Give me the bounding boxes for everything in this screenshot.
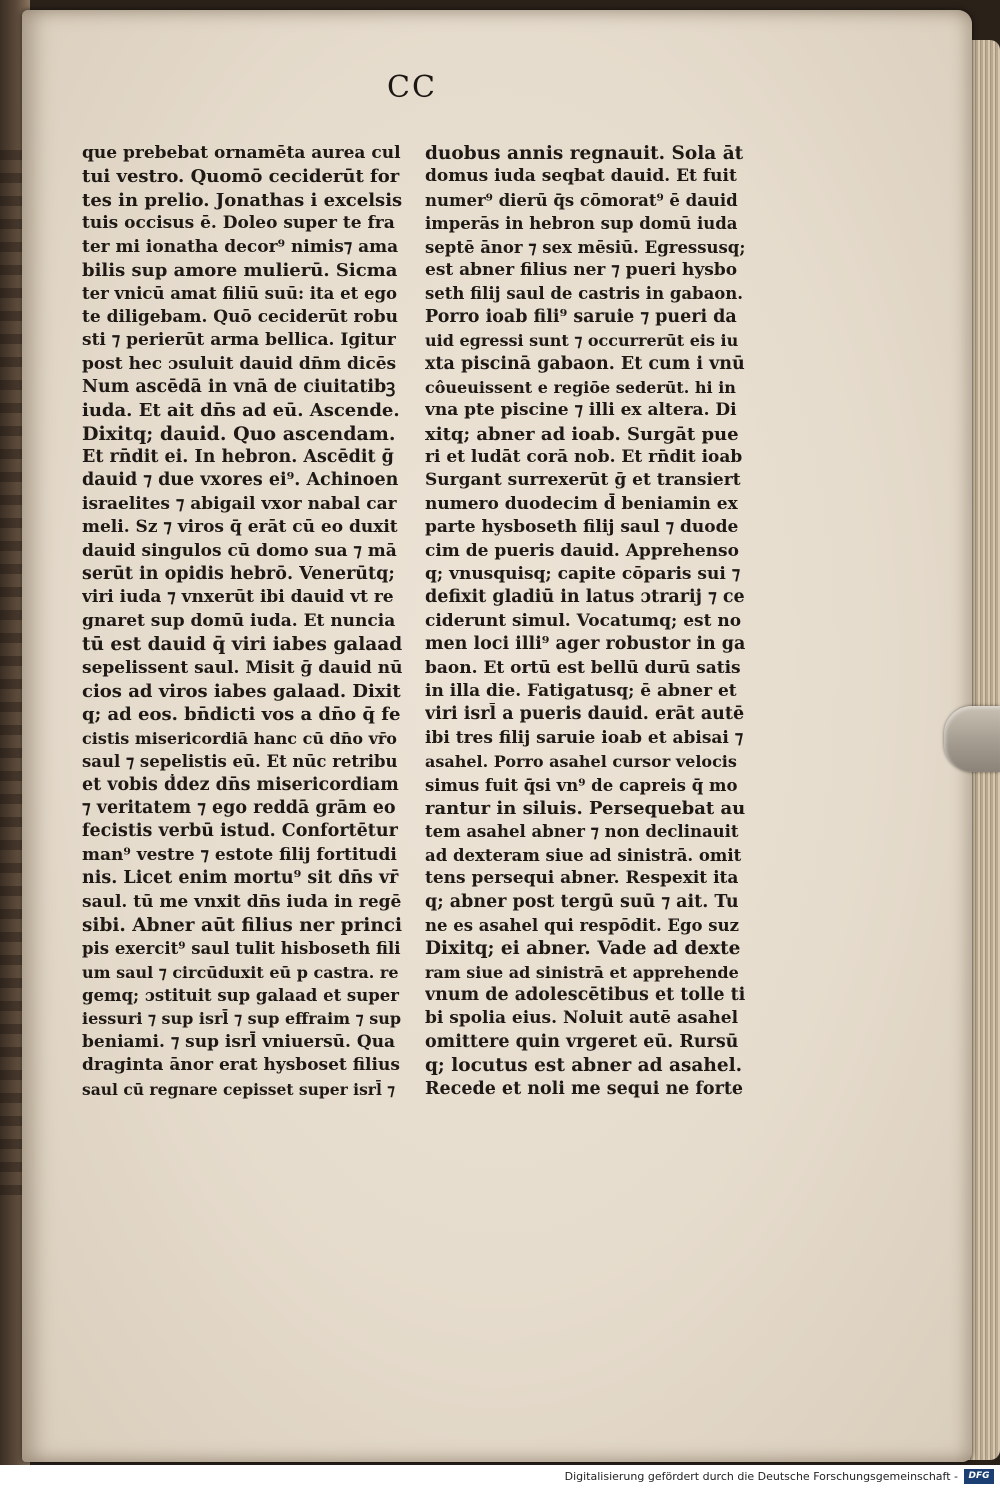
text-line: man⁹ vestre ⁊ estote filij fortitudi xyxy=(82,844,397,865)
text-line: ter mi ionatha decor⁹ nimis⁊ ama xyxy=(82,236,399,257)
text-line: asahel. Porro asahel cursor velocis xyxy=(425,752,737,772)
text-line: ibi tres filij saruie ioab et abisai ⁊ xyxy=(425,727,744,748)
text-line: cim de pueris dauid. Apprehenso xyxy=(425,540,739,561)
text-line: tū est dauid q̄ viri iabes galaad xyxy=(82,634,402,656)
text-line: Surgant surrexerūt ḡ et transiert xyxy=(425,470,741,491)
text-line: Dixitq; ei abner. Vade ad dexte xyxy=(425,938,741,960)
text-line: gemq; ɔstituit sup galaad et super xyxy=(82,986,399,1006)
text-line: saul cū regnare cepisset super isrl̄ ⁊ xyxy=(82,1079,395,1099)
folio-number: CC xyxy=(387,70,437,105)
text-line: côueuissent e regiōe sederūt. hi in xyxy=(425,377,736,397)
text-line: post hec ɔsuluit dauid dn̄m dicēs xyxy=(82,353,397,374)
text-line: Num ascēdā in vnā de ciuitatibꝫ xyxy=(82,376,396,397)
text-line: Porro ioab fili⁹ saruie ⁊ pueri da xyxy=(425,306,737,327)
text-line: sibi. Abner aūt filius ner princi xyxy=(82,914,402,936)
text-line: uid egressi sunt ⁊ occurrerūt eis iu xyxy=(425,331,739,351)
previous-page-text-bleed xyxy=(0,150,22,1200)
text-line: simus fuit q̄si vn⁹ de capreis q̄ mo xyxy=(425,775,738,795)
footer-bar xyxy=(0,1465,1000,1489)
text-line: viri iuda ⁊ vnxerūt ibi dauid vt re xyxy=(82,587,394,608)
text-line: pis exercit⁹ saul tulit hisboseth fili xyxy=(82,939,401,959)
text-line: Recede et noli me sequi ne forte xyxy=(425,1078,744,1099)
text-line: dauid ⁊ due vxores ei⁹. Achinoen xyxy=(82,470,399,491)
text-line: beniami. ⁊ sup isrl̄ vniuersū. Qua xyxy=(82,1031,396,1052)
right-text-column xyxy=(425,142,745,1101)
text-line: numer⁹ dierū q̄s cōmorat⁹ ē dauid xyxy=(425,190,738,210)
footer-credit: Digitalisierung gefördert durch die Deutsche Forschungsgemeinschaft - xyxy=(564,1470,958,1483)
text-line: vna pte piscine ⁊ illi ex altera. Di xyxy=(425,400,737,421)
text-line: men loci illi⁹ ager robustor in ga xyxy=(425,634,745,655)
text-line: cios ad viros iabes galaad. Dixit xyxy=(82,680,401,702)
text-line: tui vestro. Quomō ceciderūt for xyxy=(82,166,400,188)
text-line: te diligebam. Quō ceciderūt robu xyxy=(82,306,399,327)
text-line: nis. Licet enim mortu⁹ sit dn̄s vr̄ xyxy=(82,868,399,889)
text-line: q; vnusquisq; capite cōparis sui ⁊ xyxy=(425,564,741,585)
text-line: q; ad eos. bn̄dicti vos a dn̄o q̄ fe xyxy=(82,704,401,726)
book-clasp xyxy=(944,706,1000,772)
text-line: draginta ānor erat hysboset filius xyxy=(82,1055,400,1076)
text-line: imperās in hebron sup domū iuda xyxy=(425,214,738,234)
text-line: viri isrl̄ a pueris dauid. erāt autē xyxy=(425,704,745,725)
text-line: saul ⁊ sepelistis eū. Et nūc retribu xyxy=(82,752,398,772)
text-line: duobus annis regnauit. Sola āt xyxy=(425,143,744,164)
text-line: tens persequi abner. Respexit ita xyxy=(425,868,739,889)
text-line: q; abner post tergū suū ⁊ ait. Tu xyxy=(425,891,739,912)
text-line: ad dexteram siue ad sinistrā. omit xyxy=(425,845,742,865)
dfg-logo[interactable]: DFG xyxy=(964,1469,994,1484)
text-line: est abner filius ner ⁊ pueri hysbo xyxy=(425,259,738,280)
left-text-column xyxy=(82,142,402,1101)
text-line: tuis occisus ē. Doleo super te fra xyxy=(82,213,395,234)
text-line: tem asahel abner ⁊ non declinauit xyxy=(425,822,739,842)
text-line: ciderunt simul. Vocatumq; est no xyxy=(425,610,742,631)
text-line: et vobis ḋdez dn̄s misericordiam xyxy=(82,774,399,795)
text-line: ne es asahel qui respōdit. Ego suz xyxy=(425,915,739,935)
text-line: Dixitq; dauid. Quo ascendam. xyxy=(82,422,396,445)
text-line: rantur in siluis. Persequebat au xyxy=(425,797,745,819)
text-line: xta piscinā gabaon. Et cum i vnū xyxy=(425,353,745,374)
text-line: Et rn̄dit ei. In hebron. Ascēdit ḡ xyxy=(82,447,394,468)
text-line: fecistis verbū istud. Confortētur xyxy=(82,821,398,842)
text-line: tes in prelio. Jonathas i excelsis xyxy=(82,189,402,211)
text-line: numero duodecim d̄ beniamin ex xyxy=(425,493,738,514)
text-line: ram siue ad sinistrā et apprehende xyxy=(425,962,739,982)
text-line: iessuri ⁊ sup isrl̄ ⁊ sup effraim ⁊ sup xyxy=(82,1009,402,1029)
text-line: vnum de adolescētibus et tolle ti xyxy=(425,985,745,1006)
text-line: iuda. Et ait dn̄s ad eū. Ascende. xyxy=(82,400,400,422)
text-line: seth filij saul de castris in gabaon. xyxy=(425,284,744,304)
text-line: omittere quin vrgeret eū. Rursū xyxy=(425,1031,739,1052)
text-line: q; locutus est abner ad asahel. xyxy=(425,1055,743,1077)
text-line: serūt in opidis hebrō. Venerūtq; xyxy=(82,564,395,585)
text-line: israelites ⁊ abigail vxor nabal car xyxy=(82,493,397,514)
text-line: cistis misericordiā hanc cū dn̄o vr̄o xyxy=(82,728,397,748)
text-line: defixit gladiū in latus ɔtrarij ⁊ ce xyxy=(425,587,745,608)
text-line: meli. Sz ⁊ viros q̄ erāt cū eo duxit xyxy=(82,517,398,538)
text-line: ter vnicū amat filiū suū: ita et ego xyxy=(82,284,398,304)
text-line: domus iuda seqbat dauid. Et fuit xyxy=(425,166,737,187)
text-line: ri et ludāt corā nob. Et rn̄dit ioab xyxy=(425,447,743,468)
text-line: um saul ⁊ circūduxit eū p castra. re xyxy=(82,962,399,982)
text-line: bilis sup amore mulierū. Sicma xyxy=(82,259,398,281)
text-line: xitq; abner ad ioab. Surgāt pue xyxy=(425,423,739,445)
text-line: baon. Et ortū est bellū durū satis xyxy=(425,657,741,678)
text-line: gnaret sup domū iuda. Et nuncia xyxy=(82,610,396,631)
text-line: sti ⁊ perierūt arma bellica. Igitur xyxy=(82,330,396,351)
text-line: bi spolia eius. Noluit autē asahel xyxy=(425,1008,739,1029)
text-line: septē ānor ⁊ sex mēsiū. Egressusq; xyxy=(425,237,745,257)
text-line: dauid singulos cū domo sua ⁊ mā xyxy=(82,540,397,561)
text-line: saul. tū me vnxit dn̄s iuda in regē xyxy=(82,891,402,912)
text-line: parte hysboseth filij saul ⁊ duode xyxy=(425,517,739,538)
text-line: que prebebat ornamēta aurea cul xyxy=(82,143,401,163)
text-line: ⁊ veritatem ⁊ ego reddā grām eo xyxy=(82,797,396,818)
text-line: sepelissent saul. Misit ḡ dauid nū xyxy=(82,657,402,678)
text-line: in illa die. Fatigatusq; ē abner et xyxy=(425,680,737,701)
